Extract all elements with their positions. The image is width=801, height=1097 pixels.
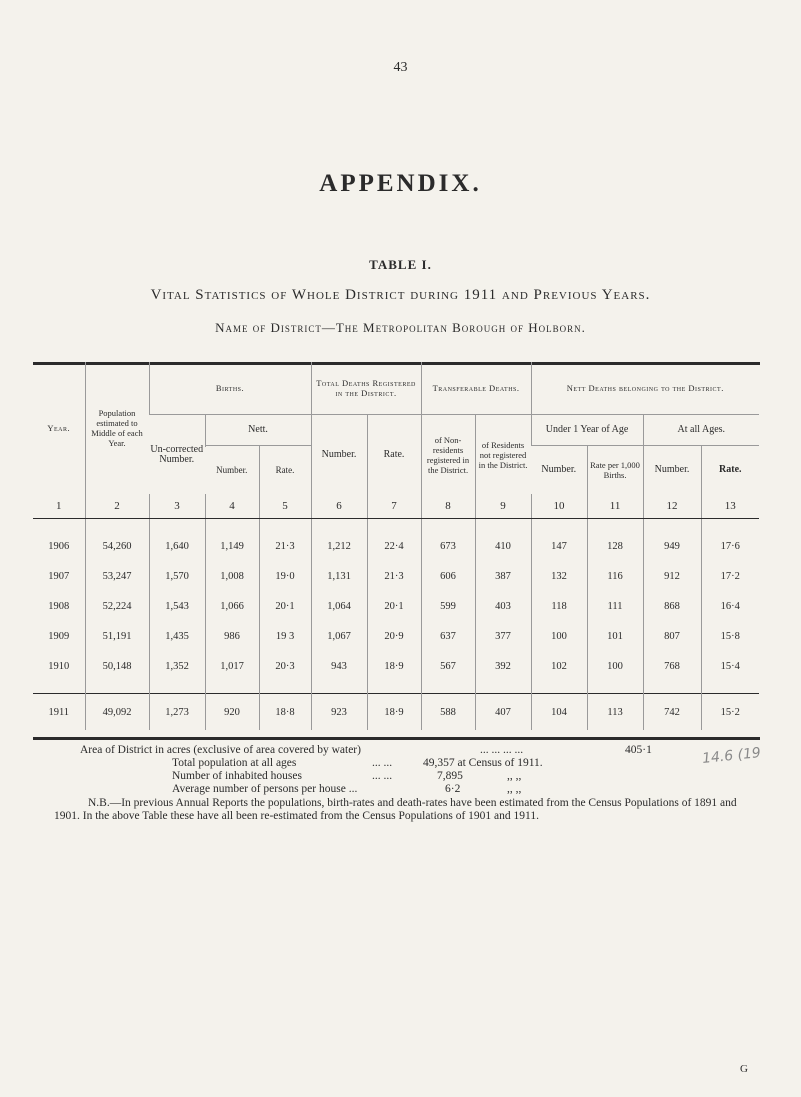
table-cell: 1,352 bbox=[149, 651, 205, 681]
table-cell: 113 bbox=[587, 694, 643, 731]
column-number: 8 bbox=[421, 494, 475, 519]
header-td-rate: Rate. bbox=[367, 415, 421, 495]
table-cell: 1,543 bbox=[149, 591, 205, 621]
table-cell: 52,224 bbox=[85, 591, 149, 621]
header-all-rate: Rate. bbox=[701, 446, 759, 495]
table-cell: 49,092 bbox=[85, 694, 149, 731]
note-population-label: Total population at all ages bbox=[172, 757, 297, 769]
table-cell: 403 bbox=[475, 591, 531, 621]
note-area-label: Area of District in acres (exclusive of area covered by water) bbox=[80, 744, 361, 756]
column-number: 4 bbox=[205, 494, 259, 519]
table-bottom-rule bbox=[33, 737, 760, 740]
table-cell: 912 bbox=[643, 561, 701, 591]
table-spacer-row bbox=[33, 519, 759, 532]
table-cell: 20·1 bbox=[259, 591, 311, 621]
table-row bbox=[33, 531, 759, 561]
header-non-residents: of Non-residents registered in the District. bbox=[421, 415, 475, 495]
table-cell: 742 bbox=[643, 694, 701, 731]
note-houses-label: Number of inhabited houses bbox=[172, 770, 302, 782]
column-number: 6 bbox=[311, 494, 367, 519]
note-persons-suffix: ,, ,, bbox=[507, 783, 522, 795]
vital-statistics-table-wrap bbox=[33, 362, 759, 730]
table-cell: 1908 bbox=[48, 600, 70, 612]
table-cell: 949 bbox=[643, 531, 701, 561]
column-number: 2 bbox=[85, 494, 149, 519]
table-cell: 1,570 bbox=[149, 561, 205, 591]
header-u1-rate: Rate per 1,000 Births. bbox=[587, 446, 643, 495]
table-cell: 637 bbox=[421, 621, 475, 651]
page-number: 43 bbox=[393, 60, 408, 75]
header-births: Births. bbox=[149, 362, 311, 415]
header-total-deaths: Total Deaths Registered in the District. bbox=[311, 362, 421, 415]
table-cell: 21·3 bbox=[259, 531, 311, 561]
table-cell: 387 bbox=[475, 561, 531, 591]
table-cell: 51,191 bbox=[85, 621, 149, 651]
note-area bbox=[80, 744, 760, 757]
note-houses-suffix: ,, ,, bbox=[507, 770, 522, 782]
table-cell: 15·2 bbox=[701, 694, 759, 731]
column-number-row bbox=[33, 494, 759, 519]
column-number: 3 bbox=[149, 494, 205, 519]
table-cell: 50,148 bbox=[85, 651, 149, 681]
table-cell: 1,212 bbox=[311, 531, 367, 561]
header-under-1-year: Under 1 Year of Age bbox=[531, 415, 643, 446]
table-cell: 21·3 bbox=[367, 561, 421, 591]
table-cell: 410 bbox=[475, 531, 531, 561]
table-cell: 17·2 bbox=[701, 561, 759, 591]
handwritten-note: 14.6 (19 bbox=[701, 744, 762, 768]
table-cell: 102 bbox=[531, 651, 587, 681]
header-population: Population estimated to Middle of each Year. bbox=[85, 362, 149, 494]
table-cell: 986 bbox=[205, 621, 259, 651]
header-td-number: Number. bbox=[311, 415, 367, 495]
table-cell: 19·0 bbox=[259, 561, 311, 591]
table-cell: 1909 bbox=[48, 630, 70, 642]
table-cell: 101 bbox=[587, 621, 643, 651]
table-cell: 392 bbox=[475, 651, 531, 681]
table-cell: 1911 bbox=[33, 694, 85, 731]
table-cell: 1,064 bbox=[311, 591, 367, 621]
header-all-ages: At all Ages. bbox=[643, 415, 759, 446]
table-label: TABLE I. bbox=[369, 257, 432, 272]
header-all-number: Number. bbox=[643, 446, 701, 495]
note-houses-value: 7,895 bbox=[437, 770, 463, 782]
table-cell: 1,435 bbox=[149, 621, 205, 651]
table-cell: 599 bbox=[421, 591, 475, 621]
note-persons bbox=[80, 783, 760, 796]
note-population-value: 49,357 at Census of 1911. bbox=[423, 757, 543, 769]
header-residents: of Residents not registered in the District. bbox=[475, 415, 531, 495]
vital-statistics-table bbox=[33, 362, 759, 730]
table-cell: 15·4 bbox=[701, 651, 759, 681]
table-cell: 100 bbox=[531, 621, 587, 651]
table-row bbox=[33, 561, 759, 591]
note-persons-value: 6·2 bbox=[445, 783, 461, 795]
table-cell: 1910 bbox=[48, 660, 70, 672]
table-cell: 19 3 bbox=[259, 621, 311, 651]
table-cell: 53,247 bbox=[85, 561, 149, 591]
table-cell: 100 bbox=[587, 651, 643, 681]
column-number: 5 bbox=[259, 494, 311, 519]
header-transferable-deaths: Transferable Deaths. bbox=[421, 362, 531, 415]
header-u1-number: Number. bbox=[541, 464, 577, 475]
column-number: 7 bbox=[367, 494, 421, 519]
table-cell: 132 bbox=[531, 561, 587, 591]
table-cell: 17·6 bbox=[701, 531, 759, 561]
table-cell: 128 bbox=[587, 531, 643, 561]
table-cell: 943 bbox=[311, 651, 367, 681]
header-nett: Nett. bbox=[205, 415, 311, 446]
district-name: Name of District—The Metropolitan Borough of Holborn. bbox=[215, 320, 586, 335]
table-cell: 1,066 bbox=[205, 591, 259, 621]
table-cell: 18·8 bbox=[259, 694, 311, 731]
table-cell: 606 bbox=[421, 561, 475, 591]
table-cell: 1,273 bbox=[149, 694, 205, 731]
table-spacer-row bbox=[33, 681, 759, 694]
table-cell: 1906 bbox=[48, 540, 70, 552]
table-cell: 18·9 bbox=[367, 694, 421, 731]
table-cell: 22·4 bbox=[367, 531, 421, 561]
table-cell: 1,008 bbox=[205, 561, 259, 591]
table-cell: 407 bbox=[475, 694, 531, 731]
note-area-dots: ... ... ... ... bbox=[480, 744, 524, 756]
table-cell: 20·3 bbox=[259, 651, 311, 681]
header-year: Year. bbox=[47, 423, 71, 433]
table-cell: 54,260 bbox=[85, 531, 149, 561]
table-cell: 15·8 bbox=[701, 621, 759, 651]
column-number: 1 bbox=[33, 494, 85, 519]
table-cell: 807 bbox=[643, 621, 701, 651]
note-persons-label: Average number of persons per house ... bbox=[172, 783, 358, 795]
table-cell: 768 bbox=[643, 651, 701, 681]
column-number: 12 bbox=[643, 494, 701, 519]
header-uncorrected: Un-corrected Number. bbox=[150, 443, 204, 465]
header-nett-deaths: Nett Deaths belonging to the District. bbox=[531, 362, 759, 415]
table-row-1911 bbox=[33, 694, 759, 731]
column-number: 9 bbox=[475, 494, 531, 519]
table-cell: 673 bbox=[421, 531, 475, 561]
column-number: 10 bbox=[531, 494, 587, 519]
table-cell: 1907 bbox=[48, 570, 70, 582]
note-area-value: 405·1 bbox=[625, 744, 652, 756]
column-number: 11 bbox=[587, 494, 643, 519]
table-row bbox=[33, 591, 759, 621]
table-cell: 118 bbox=[531, 591, 587, 621]
table-cell: 147 bbox=[531, 531, 587, 561]
table-body bbox=[33, 531, 759, 681]
table-cell: 377 bbox=[475, 621, 531, 651]
table-cell: 1,640 bbox=[149, 531, 205, 561]
table-cell: 116 bbox=[587, 561, 643, 591]
table-cell: 1,017 bbox=[205, 651, 259, 681]
table-cell: 923 bbox=[311, 694, 367, 731]
table-cell: 104 bbox=[531, 694, 587, 731]
column-number: 13 bbox=[701, 494, 759, 519]
table-cell: 868 bbox=[643, 591, 701, 621]
note-houses bbox=[80, 770, 760, 783]
table-cell: 18·9 bbox=[367, 651, 421, 681]
signature-mark: G bbox=[740, 1063, 748, 1075]
table-row bbox=[33, 621, 759, 651]
table-cell: 16·4 bbox=[701, 591, 759, 621]
table-cell: 1,131 bbox=[311, 561, 367, 591]
table-cell: 920 bbox=[205, 694, 259, 731]
header-nett-rate: Rate. bbox=[259, 446, 311, 495]
table-cell: 20·9 bbox=[367, 621, 421, 651]
table-cell: 588 bbox=[421, 694, 475, 731]
note-population bbox=[80, 757, 760, 770]
note-population-dots: ... ... bbox=[372, 757, 393, 769]
header-nett-number: Number. bbox=[216, 465, 248, 475]
table-cell: 1,149 bbox=[205, 531, 259, 561]
table-row bbox=[33, 651, 759, 681]
district-notes bbox=[80, 744, 760, 796]
table-cell: 111 bbox=[587, 591, 643, 621]
table-cell: 567 bbox=[421, 651, 475, 681]
table-cell: 1,067 bbox=[311, 621, 367, 651]
note-houses-dots: ... ... bbox=[372, 770, 393, 782]
nb-note: N.B.—In previous Annual Reports the populations, birth-rates and death-rates have been estimated from the Census Populations of 1891 and 1901. In the above Table these have all been re-estimated from the Census Populations of 1901 and 1911. bbox=[54, 797, 737, 822]
appendix-title: APPENDIX. bbox=[319, 170, 482, 197]
table-cell: 20·1 bbox=[367, 591, 421, 621]
table-subtitle: Vital Statistics of Whole District during 1911 and Previous Years. bbox=[150, 287, 651, 303]
